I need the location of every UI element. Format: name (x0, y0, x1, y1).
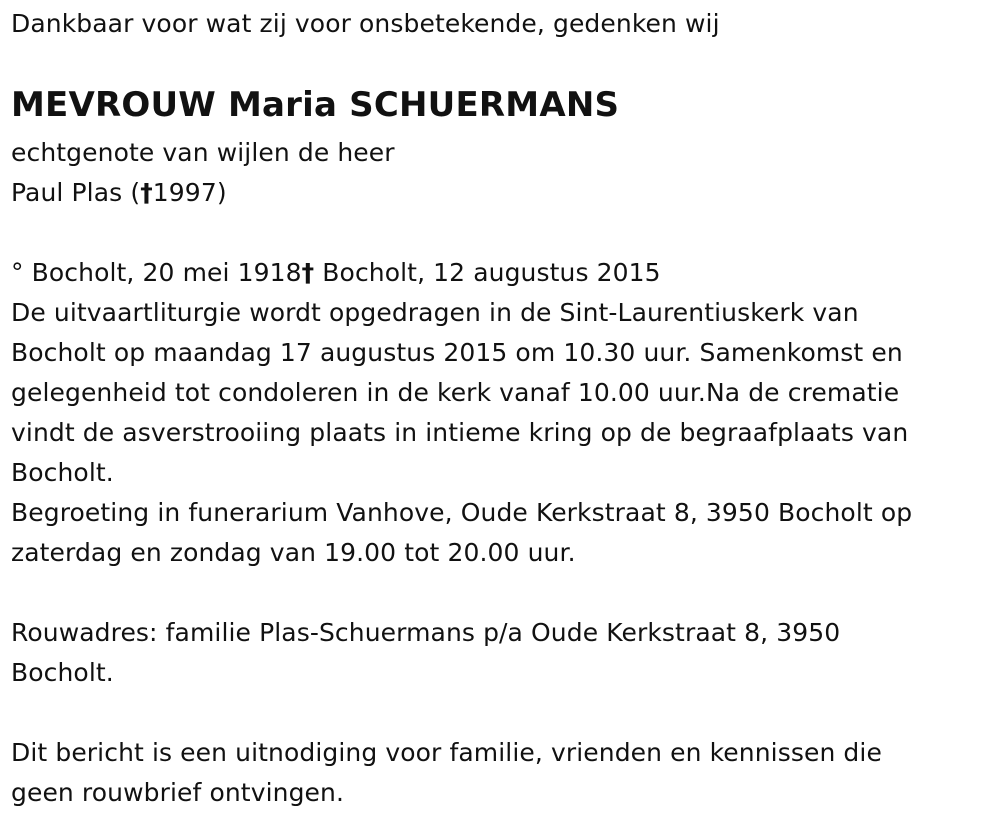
spouse-death-year: 1997) (152, 178, 227, 207)
note-line: Dit bericht is een uitnodiging voor familie, vrienden en kennissen die (11, 738, 882, 767)
spouse-relation: echtgenote van wijlen de heer (11, 138, 395, 167)
ceremony-line: Bocholt. (11, 458, 114, 487)
address-line: Bocholt. (11, 658, 114, 687)
note-line: geen rouwbrief ontvingen. (11, 778, 345, 807)
cross-icon: † (140, 178, 153, 207)
closing-note-block (11, 733, 882, 813)
birth-death-line (11, 253, 912, 293)
visitation-line: zaterdag en zondag van 19.00 tot 20.00 uur. (11, 538, 576, 567)
spouse-name-line (11, 173, 395, 213)
address-line: Rouwadres: familie Plas-Schuermans p/a Oude Kerkstraat 8, 3950 (11, 618, 841, 647)
spouse-name: Paul Plas ( (11, 178, 141, 207)
cross-icon: † (301, 258, 315, 287)
birth-info: ° Bocholt, 20 mei 1918 (11, 258, 302, 287)
death-info: Bocholt, 12 augustus 2015 (314, 258, 661, 287)
dates-and-ceremony-block (11, 253, 912, 573)
ceremony-line: gelegenheid tot condoleren in de kerk vanaf 10.00 uur.Na de crematie (11, 378, 900, 407)
spouse-block (11, 133, 395, 213)
intro-text: Dankbaar voor wat zij voor onsbetekende, gedenken wij (11, 9, 720, 38)
ceremony-line: Bocholt op maandag 17 augustus 2015 om 10.30 uur. Samenkomst en (11, 338, 903, 367)
deceased-name: MEVROUW Maria SCHUERMANS (11, 85, 620, 125)
address-block (11, 613, 840, 693)
visitation-line: Begroeting in funerarium Vanhove, Oude Kerkstraat 8, 3950 Bocholt op (11, 498, 913, 527)
ceremony-line: De uitvaartliturgie wordt opgedragen in de Sint-Laurentiuskerk van (11, 298, 859, 327)
ceremony-line: vindt de asverstrooiing plaats in intieme kring op de begraafplaats van (11, 418, 909, 447)
